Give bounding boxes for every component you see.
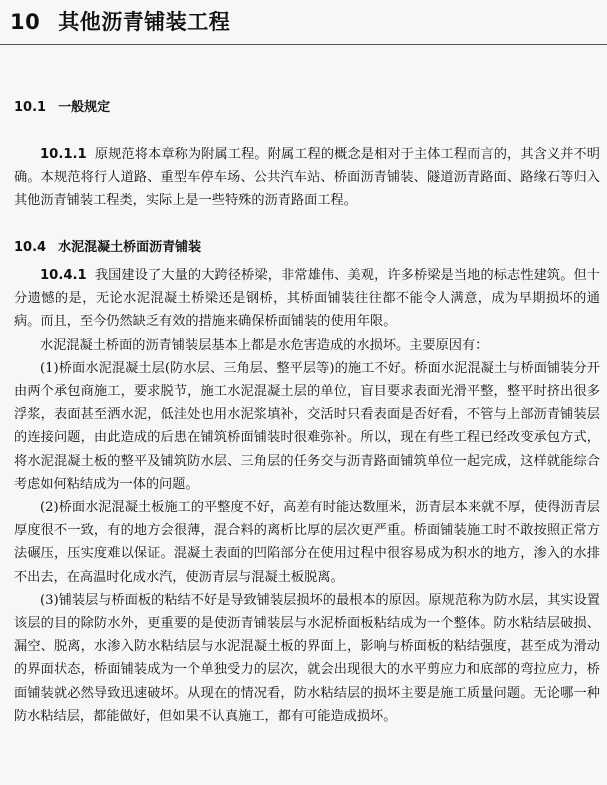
chapter-number: 10 xyxy=(10,10,41,34)
clause-text: 我国建设了大量的大跨径桥梁，非常雄伟、美观，许多桥梁是当地的标志性建筑。但十分遗憾的是，无论水泥混凝土桥梁还是钢桥，其桥面铺装往往都不能令人满意，成为早期损坏的通病。而且，至今仍然缺乏有效的措施来确保桥面铺装的使用年限。 xyxy=(14,268,600,330)
clause-text: 原规范将本章称为附属工程。附属工程的概念是相对于主体工程而言的，其含义并不明确。本规范将行人道路、重型车停车场、公共汽车站、桥面沥青铺装、隧道沥青路面、路缘石等归入其他沥青铺装工程类，实际上是一些特殊的沥青路面工程。 xyxy=(14,147,600,209)
section-title: 水泥混凝土桥面沥青铺装 xyxy=(58,240,202,255)
clause-paragraph xyxy=(14,143,600,213)
clause-10-1-1 xyxy=(14,143,600,213)
body-paragraph: 水泥混凝土桥面的沥青铺装层基本上都是水危害造成的水损坏。主要原因有： xyxy=(40,337,489,353)
section-number: 10.1 xyxy=(14,100,47,115)
section-title: 一般规定 xyxy=(58,100,111,115)
clause-10-4-1 xyxy=(14,264,600,728)
clause-paragraph xyxy=(14,264,600,334)
clause-number: 10.4.1 xyxy=(40,268,87,283)
chapter-heading xyxy=(10,6,230,36)
body-paragraph: (2)桥面水泥混凝土板施工的平整度不好，高差有时能达数厘米，沥青层本来就不厚，使得沥青层厚度很不一致，有的地方会很薄，混合料的离析比厚的层次更严重。桥面铺装施工时不敢按照正常方法碾压，压实度难以保证。混凝土表面的凹陷部分在使用过程中很容易成为积水的地方，渗入的水排不出去，在高温时化成水汽，使沥青层与混凝土板脱离。 xyxy=(14,500,600,585)
chapter-title: 其他沥青铺装工程 xyxy=(58,10,231,34)
section-heading-10-1 xyxy=(14,96,110,115)
clause-number: 10.1.1 xyxy=(40,147,87,162)
heading-rule xyxy=(0,44,607,45)
body-paragraph: (1)桥面水泥混凝土层(防水层、三角层、整平层等)的施工不好。桥面水泥混凝土与桥面铺装分开由两个承包商施工，要求脱节，施工水泥混凝土层的单位，盲目要求表面光滑平整，整平时挤出很多浮浆，表面甚至洒水泥，低洼处也用水泥浆填补，交活时只看表面是否好看，不管与上部沥青铺装层的连接问题，由此造成的后患在铺筑桥面铺装时很难弥补。所以，现在有些工程已经改变承包方式，将水泥混凝土板的整平及铺筑防水层、三角层的任务交与沥青路面铺筑单位一起完成，这样就能综合考虑如何粘结成为一体的问题。 xyxy=(14,360,600,492)
section-heading-10-4 xyxy=(14,236,201,255)
section-number: 10.4 xyxy=(14,240,47,255)
body-paragraph: (3)铺装层与桥面板的粘结不好是导致铺装层损坏的最根本的原因。原规范称为防水层，其实设置该层的目的除防水外，更重要的是使沥青铺装层与水泥桥面板粘结成为一个整体。防水粘结层破损、漏空、脱离，水渗入防水粘结层与水泥混凝土板的界面上，影响与桥面板的粘结强度，甚至成为滑动的界面状态，桥面铺装成为一个单独受力的层次，就会出现很大的水平剪应力和底部的弯拉应力，桥面铺装就必然导致迅速破坏。从现在的情况看，防水粘结层的损坏主要是施工质量问题。无论哪一种防水粘结层，都能做好，但如果不认真施工，都有可能造成损坏。 xyxy=(14,592,600,724)
